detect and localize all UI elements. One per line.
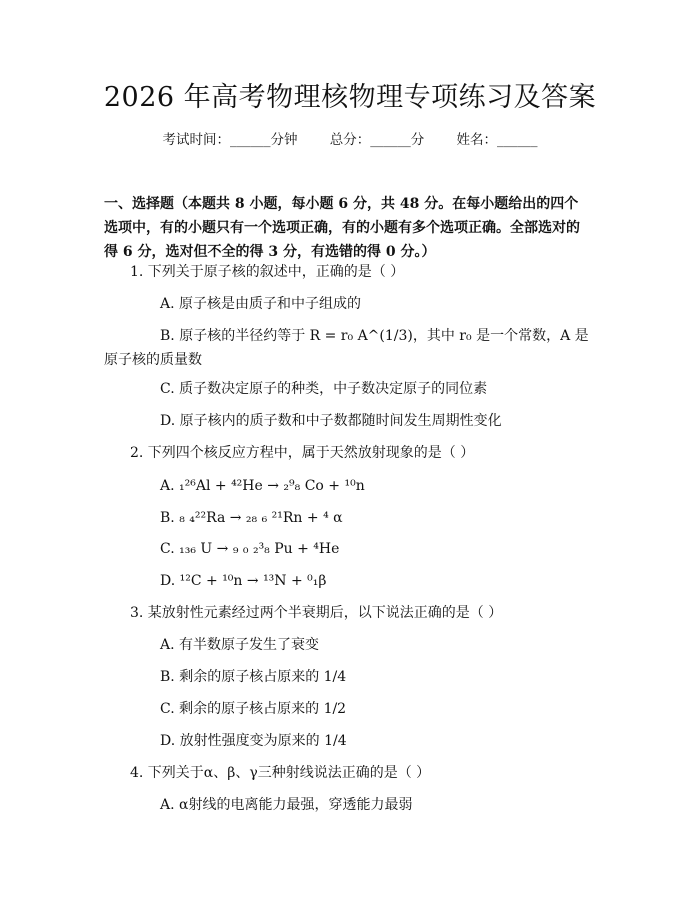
question-2-option-b: B. ₈ ₄²²Ra → ₂₈ ₆ ²¹Rn + ⁴ α — [160, 510, 343, 526]
question-1-stem: 1. 下列关于原子核的叙述中，正确的是（ ） — [130, 264, 405, 280]
exam-name: 姓名：______ — [456, 132, 538, 148]
question-3-option-d: D. 放射性强度变为原来的 1/4 — [160, 733, 347, 749]
question-3-option-a: A. 有半数原子发生了衰变 — [160, 637, 320, 653]
question-1-option-b: B. 原子核的半径约等于 R = r₀ A^(1/3)，其中 r₀ 是一个常数，A 是原子核的质量数 — [104, 328, 589, 368]
question-4-option-a: A. α射线的电离能力最强，穿透能力最弱 — [160, 797, 413, 813]
question-4-stem: 4. 下列关于α、β、γ三种射线说法正确的是（ ） — [130, 765, 431, 781]
question-2-stem: 2. 下列四个核反应方程中，属于天然放射现象的是（ ） — [130, 445, 475, 461]
question-3-option-b: B. 剩余的原子核占原来的 1/4 — [160, 669, 347, 685]
question-3-option-c: C. 剩余的原子核占原来的 1/2 — [160, 701, 347, 717]
exam-score: 总分：______分 — [329, 132, 425, 148]
question-2-option-a: A. ₁²⁶Al + ⁴²He → ₂⁹₈ Co + ¹⁰n — [160, 478, 365, 494]
section-heading: 一、选择题（本题共 8 小题，每小题 6 分，共 48 分。在每小题给出的四个选项中，有的小题只有一个选项正确，有的小题有多个选项正确。全部选对的得 6 分，选对但不全的得 3 分，有选错的得 0 分。） — [104, 196, 580, 260]
exam-meta — [0, 130, 700, 150]
question-3-stem: 3. 某放射性元素经过两个半衰期后，以下说法正确的是（ ） — [130, 605, 503, 621]
question-2-option-c: C. ₁₃₆ U → ₉ ₀ ₂³₈ Pu + ⁴He — [160, 541, 340, 557]
question-2-option-d: D. ¹²C + ¹⁰n → ¹³N + ⁰₁β — [160, 573, 327, 589]
question-1-option-a: A. 原子核是由质子和中子组成的 — [160, 296, 362, 312]
exam-time: 考试时间：______分钟 — [162, 132, 298, 148]
question-1-option-c: C. 质子数决定原子的种类，中子数决定原子的同位素 — [160, 381, 488, 397]
question-1-option-d: D. 原子核内的质子数和中子数都随时间发生周期性变化 — [160, 413, 502, 429]
page-title: 2026 年高考物理核物理专项练习及答案 — [103, 82, 597, 113]
